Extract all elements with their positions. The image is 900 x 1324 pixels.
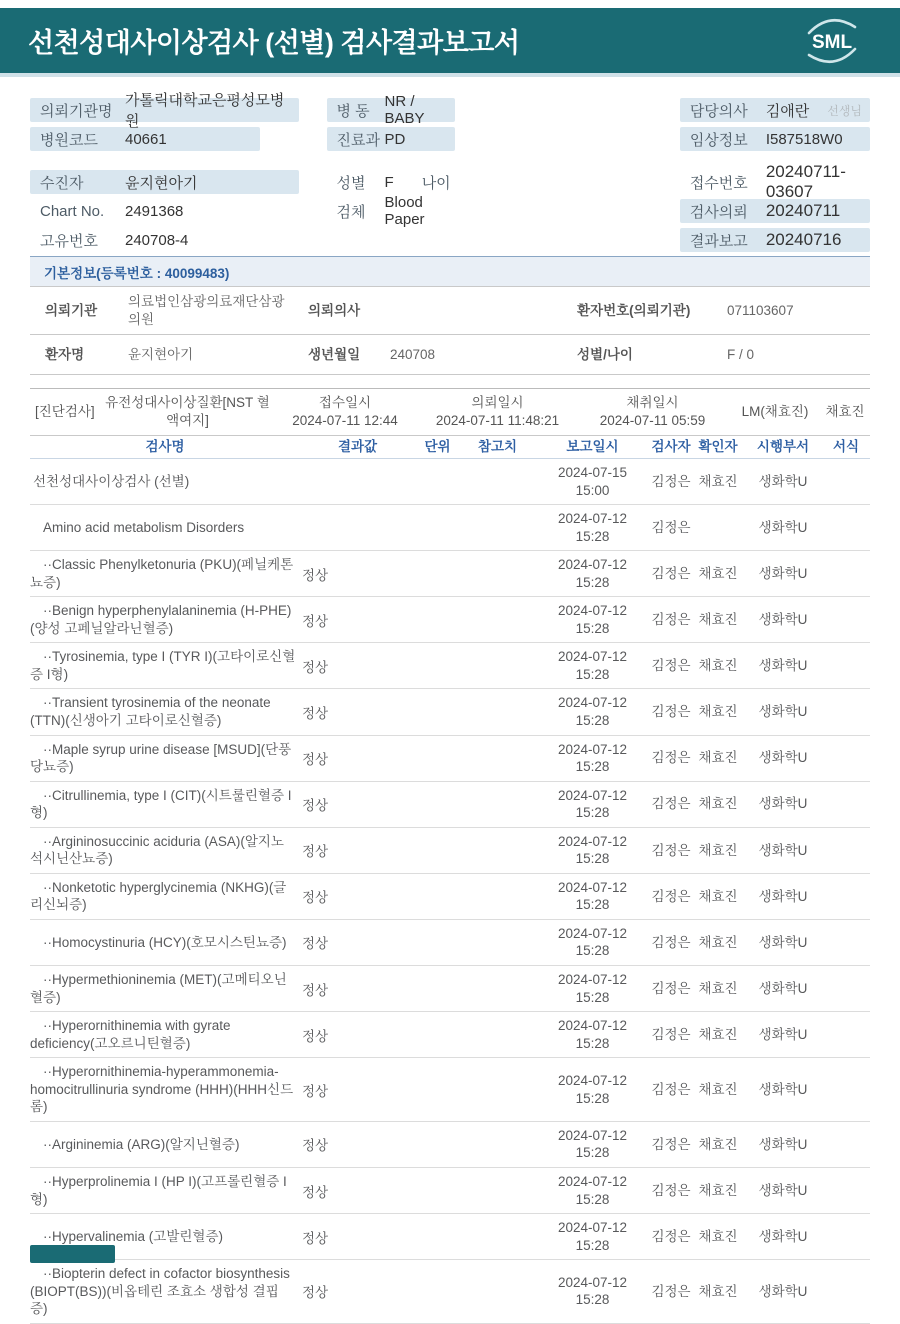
test-name: ··Nonketotic hyperglycinemia (NKHG)(글리신뇌증) <box>30 879 287 913</box>
test-name: ··Biopterin defect in cofactor biosynthesis (BIOPT(BS))(비옵테린 조효소 생합성 결핍증) <box>30 1266 290 1317</box>
confirmer-name: 채효진 <box>698 980 738 996</box>
patient-name-value: 윤지현아기 <box>128 346 194 362</box>
report-datetime <box>535 1219 650 1254</box>
report-date: 2024-07-12 <box>557 879 628 895</box>
department-name: 생화학U <box>758 519 808 535</box>
report-datetime <box>535 925 650 960</box>
report-time: 15:28 <box>575 989 610 1005</box>
sml-logo-text: SML <box>811 31 853 53</box>
department-name: 생화학U <box>758 888 808 904</box>
department-label: 진료과 <box>336 131 380 149</box>
order-request-label: 의뢰일시 <box>471 395 524 410</box>
report-date: 2024-07-12 <box>557 1072 628 1088</box>
department-name: 생화학U <box>758 1081 808 1097</box>
tester-name: 김정은 <box>651 1136 691 1152</box>
department-value: PD <box>384 130 406 148</box>
hospital-code-value: 40661 <box>125 130 167 148</box>
result-value: 정상 <box>302 1184 329 1200</box>
report-banner <box>0 8 900 77</box>
tester-name: 김정은 <box>651 1182 691 1198</box>
report-time: 15:28 <box>575 1237 610 1253</box>
report-date: 2024-07-12 <box>557 603 628 619</box>
report-time: 15:28 <box>575 1292 610 1308</box>
results-header-row <box>30 432 870 459</box>
report-date: 2024-07-12 <box>557 1127 628 1143</box>
department-name: 생화학U <box>758 980 808 996</box>
confirmer-name: 채효진 <box>698 1081 738 1097</box>
chart-no-value: 2491368 <box>125 202 184 220</box>
report-time: 15:28 <box>575 1035 610 1051</box>
report-date-value: 20240716 <box>765 230 842 249</box>
clinical-info-label: 임상정보 <box>689 131 748 149</box>
ward-value: NR / BABY <box>384 93 425 127</box>
report-datetime <box>535 464 650 499</box>
report-datetime <box>535 1274 650 1309</box>
report-time: 15:28 <box>575 528 610 544</box>
result-value: 정상 <box>302 1138 329 1154</box>
report-date: 2024-07-12 <box>557 787 628 803</box>
col-header-confirmer: 확인자 <box>698 439 738 454</box>
test-name: ··Maple syrup urine disease [MSUD](단풍당뇨증) <box>30 741 292 775</box>
examinee-label: 수진자 <box>40 174 84 192</box>
report-datetime <box>535 833 650 868</box>
request-date-label: 검사의뢰 <box>689 203 748 221</box>
report-datetime <box>535 648 650 683</box>
sex-value: F <box>384 173 394 191</box>
basic-info-title: 기본정보(등록번호 : 40099483) <box>30 256 870 287</box>
tester-name: 김정은 <box>651 842 691 858</box>
report-time: 15:28 <box>575 759 610 775</box>
result-value: 정상 <box>302 659 329 675</box>
test-name: ··Homocystinuria (HCY)(호모시스틴뇨증) <box>43 934 287 950</box>
result-value: 정상 <box>302 1028 329 1044</box>
basic-info-row-2 <box>30 335 870 375</box>
report-datetime <box>535 879 650 914</box>
test-name: ··Classic Phenylketonuria (PKU)(페닐케톤뇨증) <box>30 557 294 590</box>
examinee-row <box>30 170 299 194</box>
ward-row <box>327 93 455 127</box>
report-time: 15:00 <box>575 482 610 498</box>
department-name: 생화학U <box>758 1026 808 1042</box>
unique-no-row <box>30 228 299 252</box>
order-collect-datetime <box>575 394 730 430</box>
col-header-reference: 참고치 <box>477 439 518 454</box>
result-row <box>30 874 870 920</box>
doctor-label: 담당의사 <box>689 102 748 120</box>
report-datetime <box>535 510 650 545</box>
tester-name: 김정은 <box>651 888 691 904</box>
report-date: 2024-07-12 <box>557 511 628 527</box>
report-time: 15:28 <box>575 851 610 867</box>
result-row <box>30 689 870 735</box>
order-collect-label: 채취일시 <box>626 395 679 410</box>
ward-label: 병 동 <box>336 102 370 120</box>
test-name: ··Hypervalinemia (고발린혈증) <box>43 1228 223 1244</box>
report-date: 2024-07-12 <box>557 557 628 573</box>
report-date: 2024-07-12 <box>557 741 628 757</box>
confirmer-name: 채효진 <box>698 1182 738 1198</box>
ordering-org-value: 가톨릭대학교은평성모병원 <box>125 92 285 130</box>
department-name: 생화학U <box>758 1228 808 1244</box>
report-date: 2024-07-12 <box>557 1173 628 1189</box>
result-value: 정상 <box>302 752 329 768</box>
result-row <box>30 1214 870 1260</box>
report-datetime <box>535 741 650 776</box>
department-name: 생화학U <box>758 796 808 812</box>
department-name: 생화학U <box>758 658 808 674</box>
request-date-value: 20240711 <box>765 201 841 220</box>
col-header-unit: 단위 <box>424 439 451 454</box>
result-value: 정상 <box>302 798 329 814</box>
chart-no-label: Chart No. <box>40 202 105 220</box>
sex-age-label: 성별/나이 <box>577 346 633 362</box>
report-time: 15:28 <box>575 805 610 821</box>
report-date: 2024-07-12 <box>557 695 628 711</box>
basic-info-row-1 <box>30 287 870 335</box>
test-name: ··Hyperprolinemia I (HP I)(고프롤린혈증 I형) <box>30 1173 287 1207</box>
department-name: 생화학U <box>758 934 808 950</box>
chart-no-row <box>30 199 299 223</box>
unique-no-value: 240708-4 <box>125 231 189 249</box>
tester-name: 김정은 <box>651 704 691 720</box>
report-time: 15:28 <box>575 620 610 636</box>
diagnostic-order-band <box>30 388 870 436</box>
results-body <box>30 459 870 1324</box>
referral-doctor-label: 의뢰의사 <box>308 302 361 318</box>
patient-no-label: 환자번호(의뢰기관) <box>577 302 691 318</box>
test-name: 선천성대사이상검사 (선별) <box>33 473 190 489</box>
confirmer-name: 채효진 <box>698 1026 738 1042</box>
result-value: 정상 <box>302 567 329 583</box>
result-row <box>30 1260 870 1324</box>
confirmer-name: 채효진 <box>698 704 738 720</box>
report-datetime <box>535 787 650 822</box>
order-tag: [진단검사] <box>35 404 95 420</box>
col-header-report-datetime: 보고일시 <box>566 439 619 454</box>
report-date: 2024-07-12 <box>557 649 628 665</box>
department-name: 생화학U <box>758 1182 808 1198</box>
tester-name: 김정은 <box>651 1081 691 1097</box>
report-datetime <box>535 556 650 591</box>
result-row <box>30 736 870 782</box>
order-request-datetime <box>420 394 575 430</box>
result-value: 정상 <box>302 706 329 722</box>
report-date-label: 결과보고 <box>689 232 748 250</box>
test-name: ··Hyperornithinemia with gyrate deficiency(고오르니틴혈증) <box>30 1018 231 1051</box>
doctor-row <box>680 98 870 122</box>
clinical-info-value: I587518W0 <box>765 130 843 148</box>
report-time: 15:28 <box>575 1090 610 1106</box>
report-time: 15:28 <box>575 1145 610 1161</box>
test-name: Amino acid metabolism Disorders <box>43 519 245 535</box>
doctor-suffix: 선생님 <box>827 103 863 118</box>
request-date-row <box>680 199 870 223</box>
tester-name: 김정은 <box>651 519 691 535</box>
tester-name: 김정은 <box>651 658 691 674</box>
examinee-value: 윤지현아기 <box>125 174 198 192</box>
basic-info-section <box>30 256 870 375</box>
result-value: 정상 <box>302 936 329 952</box>
result-row <box>30 505 870 551</box>
tester-name: 김정은 <box>651 473 691 489</box>
confirmer-name: 채효진 <box>698 1228 738 1244</box>
order-receipt-value: 2024-07-11 12:44 <box>292 413 398 429</box>
result-row <box>30 551 870 597</box>
referral-org-label: 의뢰기관 <box>45 302 98 318</box>
confirmer-name: 채효진 <box>698 842 738 858</box>
col-header-form: 서식 <box>832 439 860 454</box>
sex-age-row <box>327 170 455 194</box>
result-row <box>30 1168 870 1214</box>
birthdate-value: 240708 <box>390 346 436 362</box>
report-datetime <box>535 602 650 637</box>
col-header-tester: 검사자 <box>651 439 691 454</box>
test-name: ··Argininosuccinic aciduria (ASA)(알지노석시닌산뇨증) <box>30 833 284 867</box>
age-label: 나이 <box>421 174 451 192</box>
department-name: 생화학U <box>758 842 808 858</box>
tester-name: 김정은 <box>651 1228 691 1244</box>
report-time: 15:28 <box>575 897 610 913</box>
report-datetime <box>535 694 650 729</box>
sex-age-value: F / 0 <box>727 346 755 362</box>
confirmer-name: 채효진 <box>698 473 738 489</box>
confirmer-name: 채효진 <box>698 888 738 904</box>
confirmer-name: 채효진 <box>698 1136 738 1152</box>
department-name: 생화학U <box>758 704 808 720</box>
department-name: 생화학U <box>758 473 808 489</box>
result-value: 정상 <box>302 1083 329 1099</box>
order-receipt-datetime <box>270 394 420 430</box>
report-datetime <box>535 1127 650 1162</box>
report-date: 2024-07-12 <box>557 972 628 988</box>
specimen-row <box>327 194 455 228</box>
result-value: 정상 <box>302 890 329 906</box>
result-value: 정상 <box>302 1230 329 1246</box>
tester-name: 김정은 <box>651 980 691 996</box>
sex-label: 성별 <box>336 174 366 192</box>
order-request-value: 2024-07-11 11:48:21 <box>435 413 560 429</box>
report-datetime <box>535 1173 650 1208</box>
unique-no-label: 고유번호 <box>40 232 98 250</box>
clinical-info-row <box>680 127 870 151</box>
department-name: 생화학U <box>758 1283 808 1299</box>
specimen-value: Blood Paper <box>384 194 425 228</box>
col-header-result: 결과값 <box>337 439 378 454</box>
result-value: 정상 <box>302 1285 329 1301</box>
report-time: 15:28 <box>575 666 610 682</box>
tester-name: 김정은 <box>651 1283 691 1299</box>
patient-name-label: 환자명 <box>45 346 85 362</box>
report-date: 2024-07-12 <box>557 833 628 849</box>
patient-no-value: 071103607 <box>727 302 794 318</box>
order-receipt-label: 접수일시 <box>318 395 372 410</box>
report-time: 15:28 <box>575 1191 610 1207</box>
result-row <box>30 597 870 643</box>
tester-name: 김정은 <box>651 796 691 812</box>
report-time: 15:28 <box>575 713 610 729</box>
col-header-department: 시행부서 <box>756 439 810 454</box>
tester-name: 김정은 <box>651 750 691 766</box>
test-name: ··Benign hyperphenylalaninemia (H-PHE)(양성 고페닐알라닌혈증) <box>30 603 292 636</box>
receipt-no-label: 접수번호 <box>689 174 748 192</box>
report-title: 선천성대사이상검사 (선별) 검사결과보고서 <box>28 28 520 58</box>
col-header-test-name: 검사명 <box>145 439 185 454</box>
report-time: 15:28 <box>575 943 610 959</box>
department-name: 생화학U <box>758 565 808 581</box>
report-time: 15:28 <box>575 574 610 590</box>
result-row <box>30 828 870 874</box>
report-date-row <box>680 228 870 252</box>
department-name: 생화학U <box>758 612 808 628</box>
result-row <box>30 920 870 966</box>
sml-logo <box>802 14 862 68</box>
test-name: ··Transient tyrosinemia of the neonate (TTN)(신생아기 고타이로신혈증) <box>30 695 271 729</box>
confirmer-name: 채효진 <box>698 1283 738 1299</box>
test-name: ··Citrullinemia, type I (CIT)(시트룰린혈증 I형) <box>30 787 292 821</box>
confirmer-name: 채효진 <box>698 750 738 766</box>
tester-name: 김정은 <box>651 934 691 950</box>
report-date: 2024-07-12 <box>557 1018 628 1034</box>
receipt-no-row <box>680 162 870 201</box>
result-row <box>30 643 870 689</box>
specimen-label: 검체 <box>336 203 366 221</box>
order-collect-value: 2024-07-11 05:59 <box>599 413 706 429</box>
report-date: 2024-07-12 <box>557 1274 628 1290</box>
birthdate-label: 생년월일 <box>308 346 361 362</box>
result-value: 정상 <box>302 613 329 629</box>
patient-info-block <box>30 92 870 257</box>
receipt-no-value: 20240711-03607 <box>765 162 846 201</box>
report-datetime <box>535 1017 650 1052</box>
confirmer-name: 채효진 <box>698 796 738 812</box>
referral-org-value: 의료법인삼광의료재단삼광의원 <box>128 294 285 327</box>
confirmer-name: 채효진 <box>698 612 738 628</box>
report-date: 2024-07-15 <box>557 465 628 480</box>
result-value: 정상 <box>302 982 329 998</box>
tester-name: 김정은 <box>651 612 691 628</box>
department-name: 생화학U <box>758 750 808 766</box>
ordering-org-row <box>30 92 299 130</box>
next-section-band <box>30 1245 115 1263</box>
result-row <box>30 782 870 828</box>
tester-name: 김정은 <box>651 565 691 581</box>
confirmer-name: 채효진 <box>698 934 738 950</box>
result-row <box>30 1122 870 1168</box>
confirmer-name: 채효진 <box>698 565 738 581</box>
tester-name: 김정은 <box>651 1026 691 1042</box>
test-name: ··Hyperornithinemia-hyperammonemia-homocitrullinuria syndrome (HHH)(HHH신드롬) <box>30 1064 294 1115</box>
result-row <box>30 459 870 505</box>
result-value: 정상 <box>302 844 329 860</box>
report-date: 2024-07-12 <box>557 925 628 941</box>
order-test-group: 유전성대사이상질환[NST 혈액여지] <box>105 395 270 429</box>
report-datetime <box>535 971 650 1006</box>
doctor-value: 김애란 <box>765 102 810 120</box>
ordering-org-label: 의뢰기관명 <box>40 102 113 120</box>
result-row <box>30 966 870 1012</box>
department-row <box>327 127 455 151</box>
test-name: ··Hypermethioninemia (MET)(고메티오닌혈증) <box>30 972 287 1005</box>
order-lm: LM(채효진) <box>741 404 809 420</box>
report-date: 2024-07-12 <box>557 1220 628 1236</box>
test-name: ··Tyrosinemia, type I (TYR I)(고타이로신혈증 I형) <box>30 649 296 682</box>
order-collector: 채효진 <box>825 404 865 420</box>
report-datetime <box>535 1072 650 1107</box>
test-name: ··Argininemia (ARG)(알지닌혈증) <box>43 1136 240 1152</box>
result-row <box>30 1058 870 1122</box>
confirmer-name: 채효진 <box>698 658 738 674</box>
hospital-code-label: 병원코드 <box>40 131 98 149</box>
result-row <box>30 1012 870 1058</box>
department-name: 생화학U <box>758 1136 808 1152</box>
